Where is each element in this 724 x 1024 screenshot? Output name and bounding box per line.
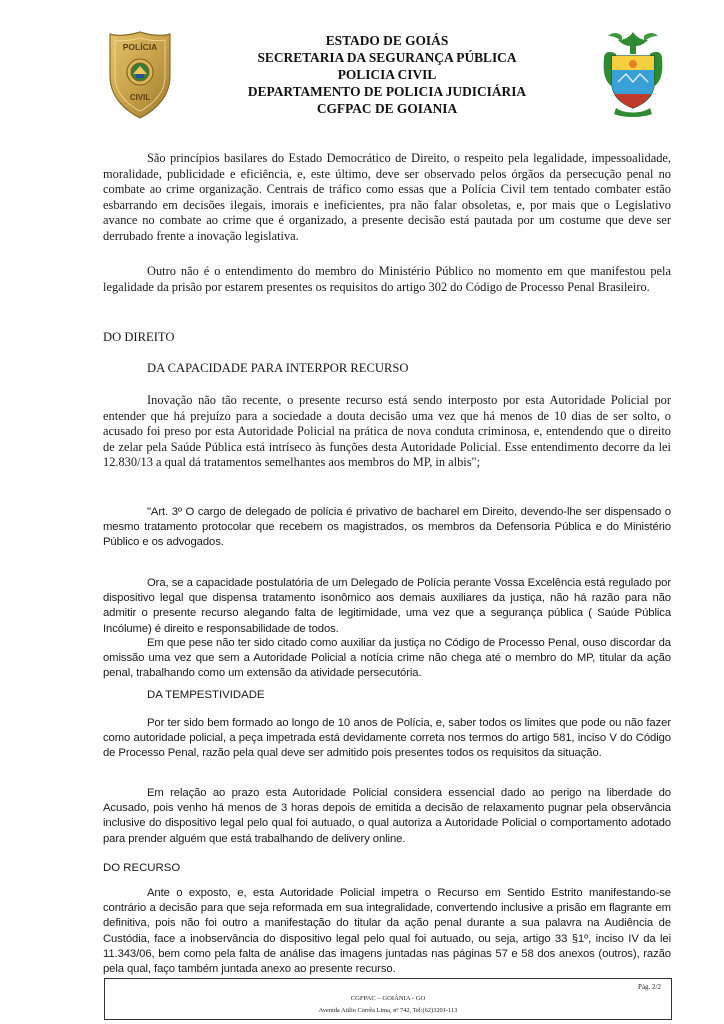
heading-capacidade: DA CAPACIDADE PARA INTERPOR RECURSO	[147, 361, 409, 375]
heading-do-recurso: DO RECURSO	[103, 862, 181, 874]
header-department: DEPARTAMENTO DE POLICIA JUDICIÁRIA	[247, 84, 527, 99]
badge-top-text: POLÍCIA	[122, 42, 158, 52]
quote-art-3: "Art. 3º O cargo de delegado de polícia é privativo de bacharel em Direito, devendo-lhe ser dispensado o mesmo tratamento protocolar que recebem os magistrados, os membros da Defensoria Pública e do Ministério Público e os advogados.	[103, 506, 671, 549]
paragraph-principles: São princípios basilares do Estado Democrático de Direito, o respeito pela legalidade, impessoalidade, moralidade, publicidade e eficiência, e, este último, deve ser observado pelos órgãos da persecução penal no combate ao crime organização. Centrais de tráfico como essas que a Polícia Civil tem tentado combater estão esbarrando em decisões ilegais, imorais e ineficientes, pra não falar obsoletas, e, por mais que o Legislativo avance no combate ao crime que é organizado, a presente decisão está pautada por um costume que deve ser derrubado frente a inovação legislativa.	[103, 151, 671, 243]
police-badge-icon	[106, 30, 174, 120]
header-police: POLICIA CIVIL	[337, 67, 437, 82]
paragraph-formacao: Por ter sido bem formado ao longo de 10 anos de Polícia, e, saber todos os limites que pode ou não fazer como autoridade policial, a peça impetrada está devidamente correta nos termos do artigo 581, inciso V do Código de Processo Penal, razão pela qual deve ser admitido pois presentes todos os requisitos da situação.	[103, 717, 671, 760]
paragraph-prazo: Em relação ao prazo esta Autoridade Policial considera essencial dado ao perigo na liberdade do Acusado, pois venho há menos de 3 horas depois de emitida a decisão de relaxamento pugnar pela observância inclusive do dispositivo legal pelo qual foi autuado, o qual autoriza a Autoridade Policial o comportamento adotado para prender alguém que está trabalhando de delivery online.	[103, 787, 671, 845]
paragraph-auxiliar-justica: Em que pese não ter sido citado como auxiliar da justiça no Código de Processo Penal, ouso discordar da omissão uma vez que sem a Autoridade Policial a notícia crime não chega até o membro do MP, titular da ação penal, trabalhando como um extensão da atividade persecutória.	[103, 637, 671, 680]
footer-unit: CGFPAC – GOIÂNIA - GO	[350, 995, 426, 1002]
header-state: ESTADO DE GOIÁS	[325, 33, 449, 48]
footer-address: Avenida Atilio Corrêa Lima, nº 742, Tel:(62)3201-113	[318, 1007, 458, 1014]
document-header	[200, 32, 574, 117]
paragraph-capacidade-postulatoria: Ora, se a capacidade postulatória de um Delegado de Polícia perante Vossa Excelência está regulado por dispositivo legal que dispensa tratamento isonômico aos demais auxiliares da justiça, não há razão para não admitir o presente recurso alegando falta de legitimidade, uma vez que a segurança pública ( Saúde Pública Incólume) é direito e responsabilidade de todos.	[103, 577, 671, 635]
header-unit: CGFPAC DE GOIANIA	[316, 101, 458, 116]
heading-tempestividade: DA TEMPESTIVIDADE	[147, 689, 265, 701]
header-secretariat: SECRETARIA DA SEGURANÇA PÚBLICA	[257, 50, 517, 65]
page-number: Pág. 2/2	[638, 983, 661, 991]
heading-do-direito: DO DIREITO	[103, 330, 175, 344]
paragraph-recurso: Ante o exposto, e, esta Autoridade Policial impetra o Recurso em Sentido Estrito manifestando-se contrário a decisão para que seja reformada em sua integralidade, convertendo inclusive a prisão em flagrante em definitiva, pois não foi outro a manifestação do titular da ação penal durante a sua palavra na Audiência de Custódia, face a inobservância do dispositivo legal pelo qual foi autuado, ou seja, artigo 33 §1º, inciso IV da lei 11.343/06, bem como pela falta de análise das imagens juntadas nas páginas 57 e 58 dos anexos (outros), razão pela qual, faço também juntada anexo ao presente recurso.	[103, 887, 671, 976]
paragraph-inovacao: Inovação não tão recente, o presente recurso está sendo interposto por esta Autoridade Policial por entender que há prejuízo para a sociedade a douta decisão uma vez que há menos de 10 dias de ser solto, o acusado foi preso por esta Autoridade Policial na prática de nova conduta criminosa, e, entendendo que o direito de zelar pela Saúde Pública está intríseco às funções desta Autoridade Policial. Esse entendimento decorre da lei 12.830/13 a qual dá tratamentos semelhantes aos membros do MP, in albis";	[103, 393, 671, 470]
paragraph-ministerio-publico: Outro não é o entendimento do membro do Ministério Público no momento em que manifestou pela legalidade da prisão por estarem presentes os requisitos do artigo 302 do Código de Processo Penal Brasileiro.	[103, 264, 671, 294]
badge-bottom-text: CIVIL	[129, 93, 151, 102]
page-footer	[104, 978, 672, 1020]
goias-coat-of-arms-icon	[596, 28, 670, 120]
